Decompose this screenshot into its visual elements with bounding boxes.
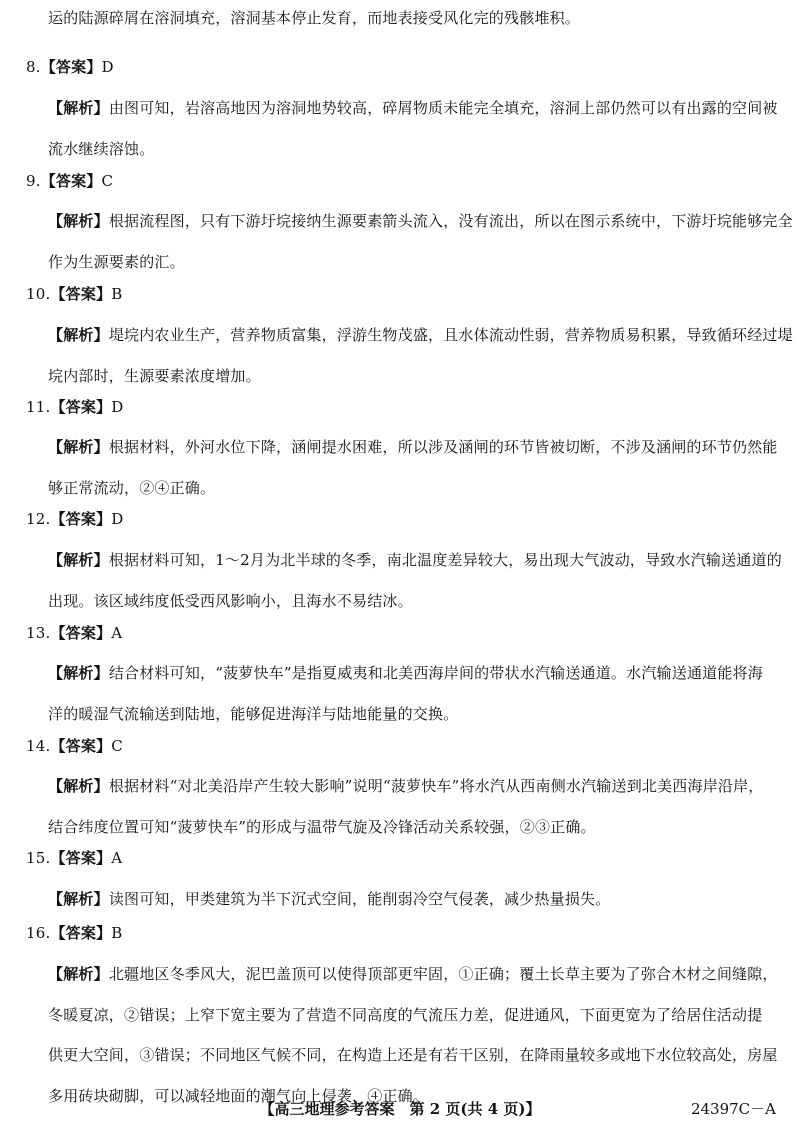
intro-line: 运的陆源碎屑在溶洞填充，溶洞基本停止发育，而地表接受风化完的残骸堆积。: [48, 9, 581, 27]
question-number: 12.: [26, 510, 51, 528]
question-number: 13.: [26, 624, 51, 642]
analysis-line: [48, 591, 413, 611]
analysis-line: [48, 550, 782, 570]
analysis-text: 堤垸内农业生产，营养物质富集，浮游生物茂盛，且水体流动性弱，营养物质易积累，导致循环经过堤: [108, 326, 793, 344]
analysis-text: 流水继续溶蚀。: [48, 139, 155, 158]
answer-line: [26, 509, 124, 529]
answer-line: [26, 736, 123, 756]
answer-tag: 【答案】: [40, 58, 102, 76]
analysis-text: 洋的暖湿气流输送到陆地，能够促进海洋与陆地能量的交换。: [48, 704, 459, 723]
analysis-text: 根据材料，外河水位下降，涵闸提水困难，所以涉及涵闸的环节皆被切断，不涉及涵闸的环节仍然能: [108, 438, 778, 456]
answer-line: [26, 923, 123, 943]
analysis-text: 冬暖夏凉，②错误；上窄下宽主要为了营造不同高度的气流压力差，促进通风，下面更宽为了给居住活动提: [48, 1005, 763, 1024]
analysis-line: [48, 663, 763, 683]
page-footer-code: 24397C－A: [690, 1100, 776, 1118]
analysis-text: 供更大空间，③错误；不同地区气候不同，在构造上还是有若干区别，在降雨量较多或地下水位较高处，房屋: [48, 1046, 778, 1064]
analysis-tag: 【解析】: [48, 965, 109, 983]
answer-tag: 【答案】: [40, 172, 102, 190]
analysis-text: 根据材料“对北美沿岸产生较大影响”说明“菠萝快车”将水汽从西南侧水汽输送到北美西海岸沿岸，: [108, 777, 764, 795]
analysis-line: [48, 211, 793, 231]
analysis-tag: 【解析】: [48, 212, 109, 230]
answer-tag: 【答案】: [50, 737, 112, 755]
answer-letter: D: [111, 398, 124, 416]
analysis-line: [48, 437, 778, 457]
analysis-tag: 【解析】: [48, 890, 109, 908]
answer-tag: 【答案】: [50, 510, 112, 528]
analysis-text: 结合纬度位置可知“菠萝快车”的形成与温带气旋及冷锋活动关系较强，②③正确。: [48, 817, 596, 836]
analysis-line: [48, 98, 778, 118]
question-number: 9.: [26, 172, 41, 190]
answer-line: [26, 397, 124, 417]
analysis-text: 多用砖块砌脚，可以减轻地面的潮气向上侵袭，④正确。: [48, 1086, 429, 1105]
analysis-tag: 【解析】: [48, 551, 109, 569]
answer-line: [26, 623, 122, 643]
question-number: 14.: [26, 737, 51, 755]
analysis-text: 北疆地区冬季风大，泥巴盖顶可以使得顶部更牢固，①正确；覆土长草主要为了弥合木材之间缝隙，: [108, 965, 778, 983]
analysis-text: 出现。该区域纬度低受西风影响小，且海水不易结冰。: [48, 591, 413, 610]
analysis-line: [48, 1045, 778, 1065]
answer-letter: A: [111, 624, 123, 642]
analysis-line: [48, 478, 215, 498]
answer-tag: 【答案】: [50, 924, 112, 942]
answer-letter: D: [111, 510, 124, 528]
answer-letter: B: [111, 924, 123, 942]
answer-letter: B: [111, 285, 123, 303]
analysis-tag: 【解析】: [48, 438, 109, 456]
answer-line: [26, 284, 123, 304]
answer-line: [26, 57, 114, 77]
analysis-line: [48, 889, 610, 909]
analysis-line: [48, 252, 185, 272]
analysis-tag: 【解析】: [48, 326, 109, 344]
answer-letter: C: [111, 737, 123, 755]
analysis-text: 读图可知，甲类建筑为半下沉式空间，能削弱冷空气侵袭，减少热量损失。: [108, 890, 611, 908]
analysis-line: [48, 366, 261, 386]
answer-letter: C: [101, 172, 114, 190]
analysis-text: 垸内部时，生源要素浓度增加。: [48, 366, 261, 385]
analysis-text: 结合材料可知，“菠萝快车”是指夏威夷和北美西海岸间的带状水汽输送通道。水汽输送通道能将海: [108, 664, 763, 682]
question-number: 10.: [26, 285, 51, 303]
analysis-tag: 【解析】: [48, 664, 109, 682]
analysis-line: [48, 704, 458, 724]
analysis-tag: 【解析】: [48, 99, 109, 117]
question-number: 15.: [26, 849, 51, 867]
analysis-line: [48, 325, 793, 345]
answer-tag: 【答案】: [50, 624, 112, 642]
answer-line: [26, 848, 122, 868]
page-footer-title: 【高三地理参考答案 第 2 页(共 4 页)】: [259, 1100, 541, 1118]
analysis-text: 根据流程图，只有下游圩垸接纳生源要素箭头流入，没有流出，所以在图示系统中，下游圩垸能够完全: [108, 212, 793, 230]
analysis-line: [48, 776, 764, 796]
question-number: 11.: [26, 398, 51, 416]
analysis-text: 根据材料可知，1～2月为北半球的冬季，南北温度差异较大，易出现大气波动，导致水汽输送通道的: [108, 551, 782, 569]
analysis-line: [48, 964, 778, 984]
question-number: 16.: [26, 924, 51, 942]
answer-letter: D: [101, 58, 114, 76]
answer-tag: 【答案】: [50, 849, 112, 867]
analysis-line: [48, 1005, 762, 1025]
analysis-line: [48, 817, 596, 837]
analysis-text: 够正常流动，②④正确。: [48, 478, 216, 497]
answer-tag: 【答案】: [50, 398, 112, 416]
analysis-tag: 【解析】: [48, 777, 109, 795]
analysis-text: 由图可知，岩溶高地因为溶洞地势较高，碎屑物质未能完全填充，溶洞上部仍然可以有出露的空间被: [108, 99, 778, 117]
answer-letter: A: [111, 849, 123, 867]
answer-tag: 【答案】: [50, 285, 112, 303]
analysis-line: [48, 139, 154, 159]
answer-line: [26, 171, 113, 191]
question-number: 8.: [26, 58, 41, 76]
analysis-text: 作为生源要素的汇。: [48, 252, 185, 271]
